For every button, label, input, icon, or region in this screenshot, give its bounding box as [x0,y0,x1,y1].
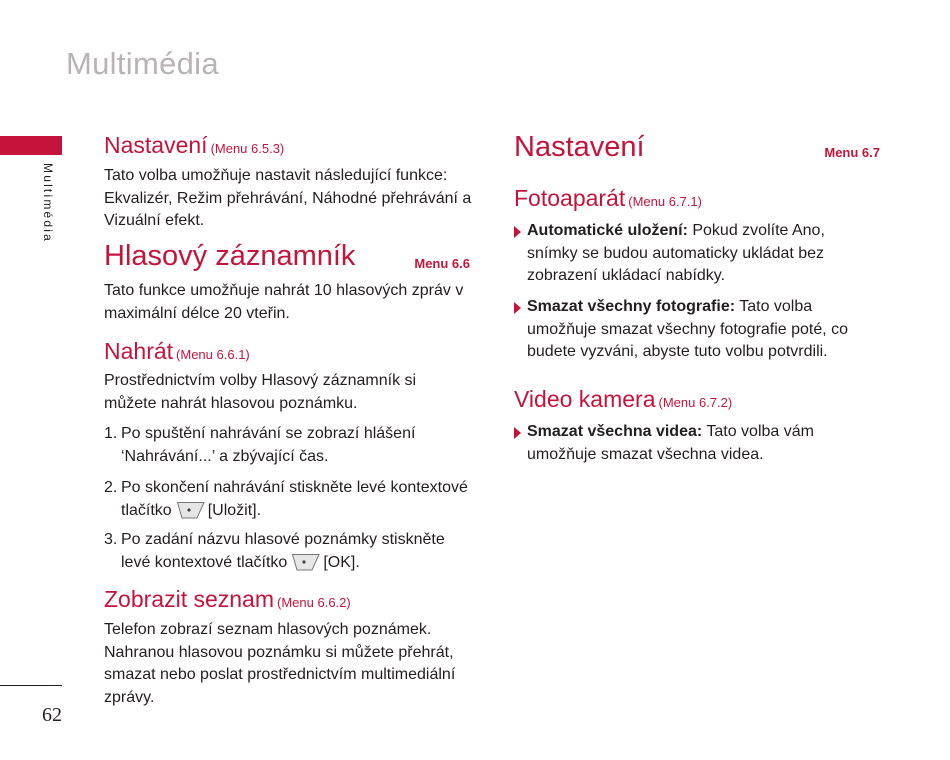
paragraph: Prostřednictvím volby Hlasový záznamník si můžete nahrát hlasovou poznámku. [104,372,417,412]
list-item [104,477,474,527]
list-item [104,529,474,579]
list-text-before-icon: tlačítko [121,501,172,519]
side-chapter-label: Multimédia [41,163,55,244]
chapter-tab-marker [0,136,62,155]
section-heading-nahrat [104,338,250,365]
list-number: 3. [104,531,118,548]
page-number: 62 [42,704,62,726]
menu-number: Menu 6.7 [824,145,880,160]
bullet-label: Automatické uložení: [527,222,688,239]
list-number: 2. [104,479,118,496]
list-text: Po skončení nahrávání stiskněte levé kontextové [121,479,468,496]
triangle-bullet-icon [514,226,521,238]
triangle-bullet-icon [514,302,521,314]
left-softkey-icon [291,552,321,580]
bullet-item [514,220,879,288]
chapter-title: Multimédia [66,46,219,81]
list-number: 1. [104,425,118,442]
heading-title: Zobrazit seznam [104,586,275,612]
menu-number: Menu 6.6 [414,256,470,271]
left-softkey-icon [176,500,206,528]
list-text-continued: ‘Nahrávání...’ a zbývající čas. [121,447,329,465]
heading-title: Fotoaparát [514,185,626,211]
menu-ref: (Menu 6.6.1) [176,347,250,362]
list-text-continued [104,552,474,580]
bullet-item [514,421,837,466]
bullet-label: Smazat všechna videa: [527,423,703,440]
paragraph: Tato volba umožňuje nastavit následující funkce: Ekvalizér, Režim přehrávání, Náhodné přehrávání a Vizuální efekt. [104,167,472,229]
list-text-after-icon: [OK]. [323,553,360,571]
paragraph: Telefon zobrazí seznam hlasových poznámek. Nahranou hlasovou poznámku si můžete přehrát, smazat nebo poslat prostřednictvím multimediální zprávy. [104,621,456,706]
list-item [104,423,474,468]
section-heading-zobrazit-seznam [104,586,351,613]
bullet-text: Tato volba vám umožňuje smazat všechna videa. [527,423,814,463]
section-heading-fotoaparat [514,185,702,212]
section-heading-video-kamera [514,386,732,413]
bullet-label: Smazat všechny fotografie: [527,298,736,315]
heading-title: Nahrát [104,338,174,364]
menu-ref: (Menu 6.7.2) [658,395,733,410]
list-text: Po zadání názvu hlasové poznámky stiskněte [121,531,445,548]
section-heading-nastaveni-sub [104,132,284,159]
menu-ref: (Menu 6.7.1) [628,194,702,209]
bullet-text: Tato volba umožňuje smazat všechny fotografie poté, co budete vyzváni, abyste tuto volbu potvrdili. [527,298,849,360]
section-heading-hlasovy-zaznamnik: Hlasový záznamník [104,240,356,272]
paragraph: Tato funkce umožňuje nahrát 10 hlasových zpráv v maximální délce 20 vteřin. [104,282,464,322]
section-heading-nastaveni: Nastavení [514,131,645,163]
list-text-continued [104,500,474,528]
list-text: Po spuštění nahrávání se zobrazí hlášení [121,425,416,442]
menu-ref: (Menu 6.5.3) [210,141,285,156]
heading-title: Nastavení [104,132,208,158]
bullet-text: Pokud zvolíte Ano, snímky se budou automaticky ukládat bez zobrazení ukládací nabídky. [527,222,825,284]
footer-rule [0,685,62,686]
list-text-before-icon: levé kontextové tlačítko [121,553,288,571]
menu-ref: (Menu 6.6.2) [277,595,351,610]
heading-title: Video kamera [514,386,656,412]
bullet-item [514,296,873,364]
list-text-after-icon: [Uložit]. [207,501,262,519]
triangle-bullet-icon [514,427,521,439]
